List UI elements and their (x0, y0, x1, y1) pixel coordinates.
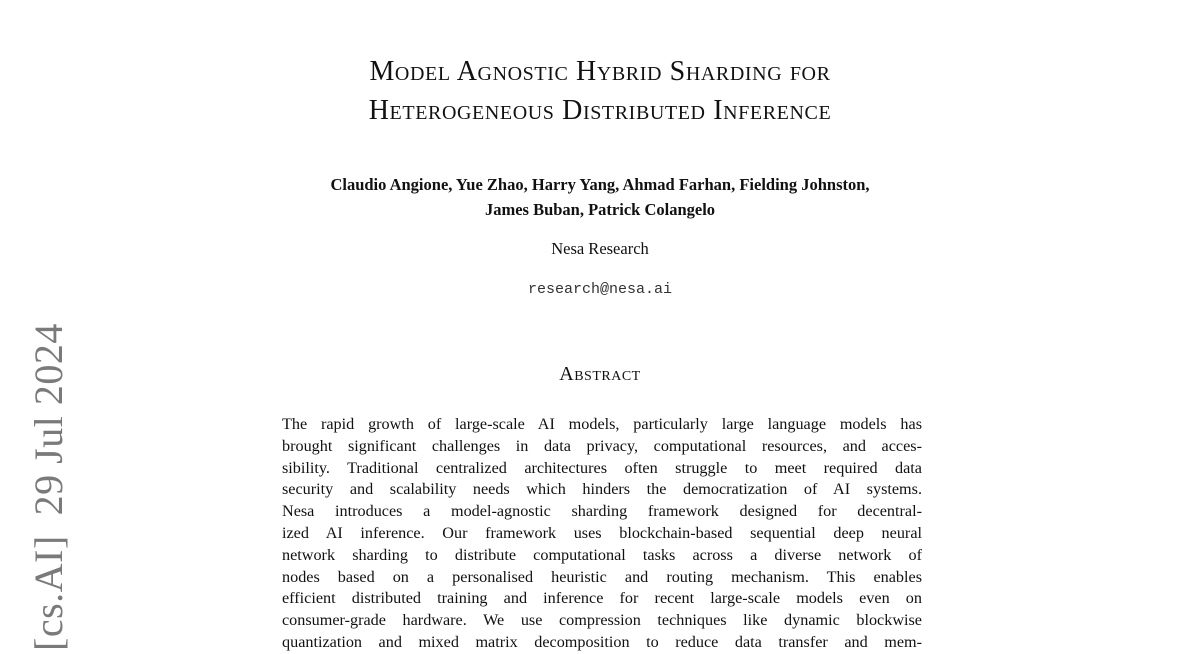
author-line: James Buban, Patrick Colangelo (484, 200, 716, 219)
abstract-line: nodes based on a personalised heuristic and routing mechanism. This enables (282, 567, 922, 586)
affiliation: Nesa Research (551, 239, 649, 258)
arxiv-category: [cs.AI] (26, 535, 71, 651)
paper-title (250, 52, 950, 130)
abstract-line: Nesa introduces a model-agnostic sharding framework designed for decentral- (282, 502, 922, 521)
abstract-heading: Abstract (559, 363, 641, 385)
abstract-line: security and scalability needs which hinders the democratization of AI systems. (282, 480, 922, 499)
abstract-line: consumer-grade hardware. We use compression techniques like dynamic blockwise (282, 611, 922, 630)
abstract-line: quantization and mixed matrix decomposition to reduce data transfer and mem- (282, 632, 922, 651)
contact-email: research@nesa.ai (527, 281, 673, 298)
abstract-line: brought significant challenges in data privacy, computational resources, and acces- (282, 436, 922, 455)
arxiv-stamp-text (28, 323, 70, 651)
abstract-line: efficient distributed training and inference for recent large-scale models even on (282, 589, 922, 608)
arxiv-stamp (26, 323, 71, 653)
author-line: Claudio Angione, Yue Zhao, Harry Yang, Ahmad Farhan, Fielding Johnston, (330, 175, 870, 194)
abstract-body (282, 414, 922, 654)
abstract-line: network sharding to distribute computational tasks across a diverse network of (282, 545, 922, 564)
abstract-line: The rapid growth of large-scale AI models, particularly large language models has (282, 415, 922, 433)
arxiv-date: 29 Jul 2024 (26, 323, 71, 516)
abstract-line: sibility. Traditional centralized architectures often struggle to meet required data (282, 458, 922, 477)
title-line: Heterogeneous Distributed Inference (368, 95, 832, 126)
author-list (250, 172, 950, 222)
title-line: Model Agnostic Hybrid Sharding for (369, 56, 831, 87)
abstract-line: ized AI inference. Our framework uses blockchain-based sequential deep neural (282, 523, 922, 542)
